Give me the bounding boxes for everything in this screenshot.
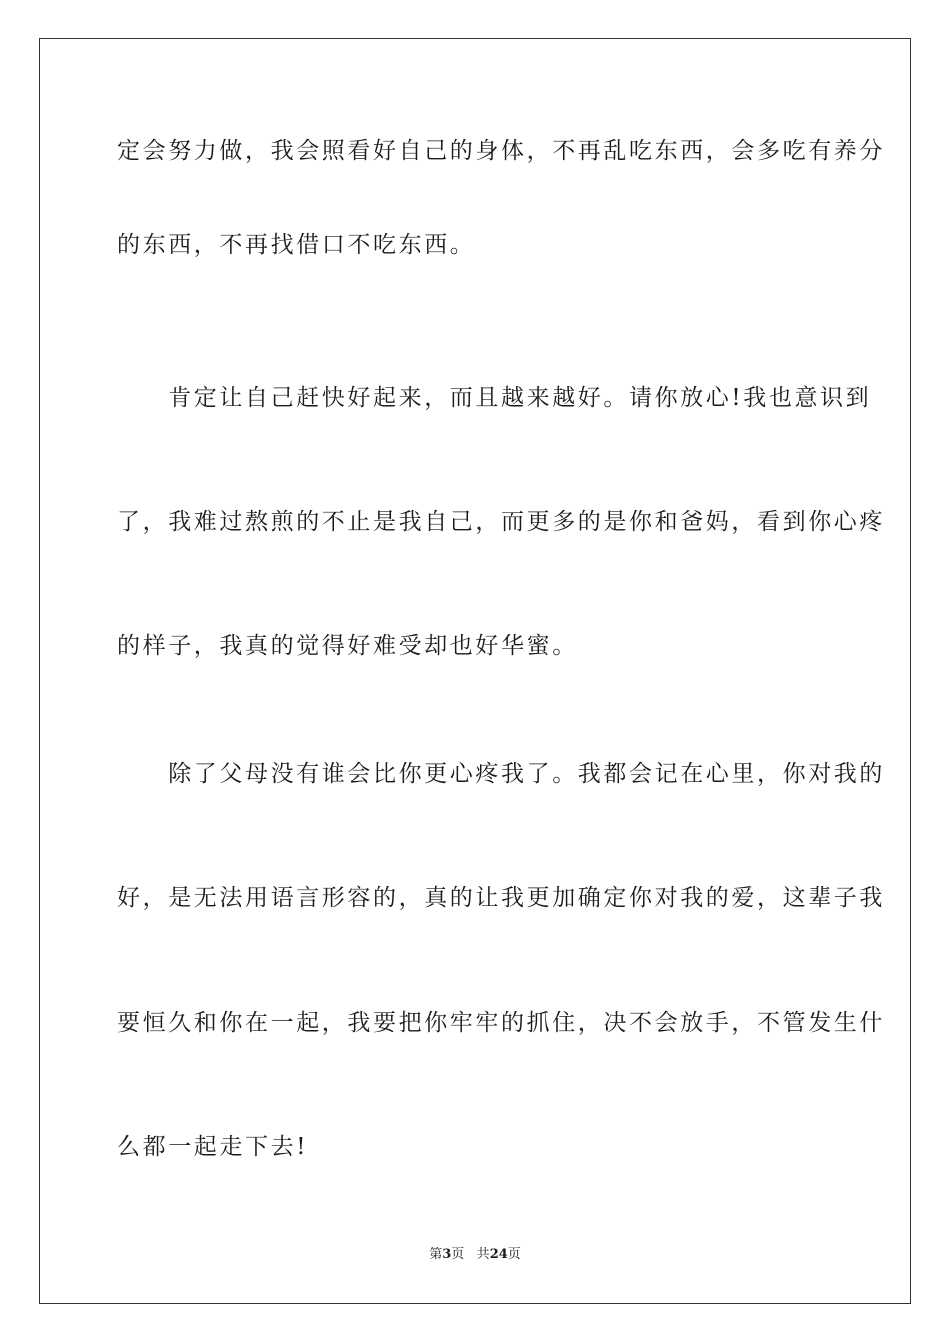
total-pages: 24 [489,1247,508,1262]
body-text-line: 了，我难过熬煎的不止是我自己，而更多的是你和爸妈，看到你心疼 [117,509,885,535]
total-prefix: 共 [476,1247,490,1262]
body-text-line: 定会努力做，我会照看好自己的身体，不再乱吃东西，会多吃有养分 [117,138,885,164]
page-number: 3 [442,1247,452,1262]
body-text-line: 么都一起走下去! [117,1134,309,1160]
total-suffix: 页 [507,1247,521,1262]
body-text-line: 除了父母没有谁会比你更心疼我了。我都会记在心里，你对我的 [117,761,885,787]
page-footer [0,1246,950,1264]
body-text-line: 的样子，我真的觉得好难受却也好华蜜。 [117,633,578,659]
body-text-line: 好，是无法用语言形容的，真的让我更加确定你对我的爱，这辈子我 [117,885,885,911]
body-text-line: 的东西，不再找借口不吃东西。 [117,232,476,258]
body-text-line: 要恒久和你在一起，我要把你牢牢的抓住，决不会放手，不管发生什 [117,1010,885,1036]
page-frame [39,38,911,1304]
body-text-line: 肯定让自己赶快好起来，而且越来越好。请你放心!我也意识到 [117,385,872,411]
page-suffix: 页 [451,1247,465,1262]
page-prefix: 第 [429,1247,443,1262]
